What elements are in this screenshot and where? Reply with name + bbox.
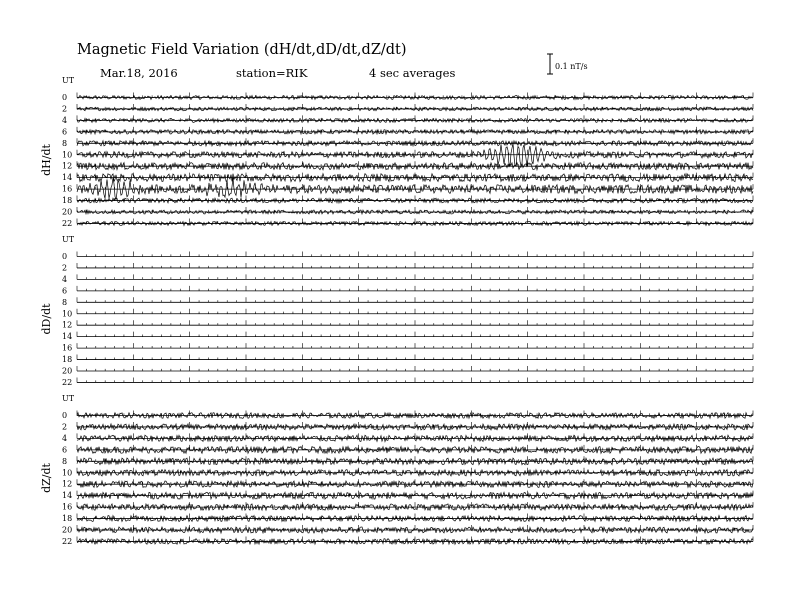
ut-label: UT [62, 235, 75, 244]
row-label: 14 [62, 173, 73, 183]
row-label: 20 [62, 207, 73, 217]
row-label: 18 [62, 355, 73, 365]
row-ticks [77, 332, 753, 337]
ut-label: UT [62, 76, 75, 85]
row-label: 22 [62, 218, 73, 228]
station-label: station=RIK [236, 66, 308, 80]
row-label: 22 [62, 377, 73, 387]
scale-bar [547, 54, 553, 74]
row-ticks [77, 207, 753, 212]
row-ticks [77, 422, 753, 427]
row-label: 2 [62, 263, 68, 273]
row-label: 8 [62, 456, 68, 466]
row-ticks [77, 274, 753, 279]
row-label: 6 [62, 127, 68, 137]
row-label: 4 [62, 115, 68, 125]
row-label: 4 [62, 433, 68, 443]
row-label: 4 [62, 274, 68, 284]
row-ticks [77, 377, 753, 382]
row-label: 14 [62, 491, 73, 501]
row-ticks [77, 297, 753, 302]
scale-bar-label: 0.1 nT/s [555, 62, 588, 71]
row-ticks [77, 343, 753, 348]
row-ticks [77, 536, 753, 541]
panels [40, 76, 753, 546]
row-label: 2 [62, 422, 68, 432]
row-label: 8 [62, 138, 68, 148]
row-label: 10 [62, 150, 73, 160]
row-label: 22 [62, 536, 73, 546]
row-label: 8 [62, 297, 68, 307]
row-label: 14 [62, 332, 73, 342]
panel-dZ-dt [40, 394, 753, 546]
row-ticks [77, 355, 753, 360]
row-label: 12 [62, 320, 73, 330]
row-ticks [77, 252, 753, 257]
row-label: 16 [62, 343, 73, 353]
chart-title: Magnetic Field Variation (dH/dt,dD/dt,dZ/dt) [77, 42, 407, 58]
row-ticks [77, 104, 753, 109]
row-label: 18 [62, 196, 73, 206]
ut-label: UT [62, 394, 75, 403]
row-label: 6 [62, 445, 68, 455]
row-ticks [77, 127, 753, 132]
row-label: 16 [62, 502, 73, 512]
row-label: 12 [62, 479, 73, 489]
row-ticks [77, 309, 753, 314]
y-axis-label: dH/dt [40, 144, 53, 176]
averaging-label: 4 sec averages [369, 66, 456, 80]
row-label: 10 [62, 468, 73, 478]
y-axis-label: dD/dt [40, 303, 53, 335]
row-label: 2 [62, 104, 68, 114]
row-label: 0 [62, 411, 68, 420]
row-ticks [77, 263, 753, 268]
y-axis-label: dZ/dt [40, 463, 53, 493]
row-label: 20 [62, 366, 73, 376]
row-label: 12 [62, 161, 73, 171]
row-label: 6 [62, 286, 68, 296]
row-ticks [77, 320, 753, 325]
row-label: 0 [62, 252, 68, 261]
panel-dD-dt [40, 235, 753, 387]
row-ticks [77, 366, 753, 371]
row-label: 10 [62, 309, 73, 319]
row-ticks [77, 286, 753, 291]
row-label: 20 [62, 525, 73, 535]
date-label: Mar.18, 2016 [100, 66, 178, 80]
row-label: 16 [62, 184, 73, 194]
row-label: 18 [62, 514, 73, 524]
row-label: 0 [62, 93, 68, 102]
row-ticks [77, 525, 753, 530]
panel-dH-dt [40, 76, 753, 228]
